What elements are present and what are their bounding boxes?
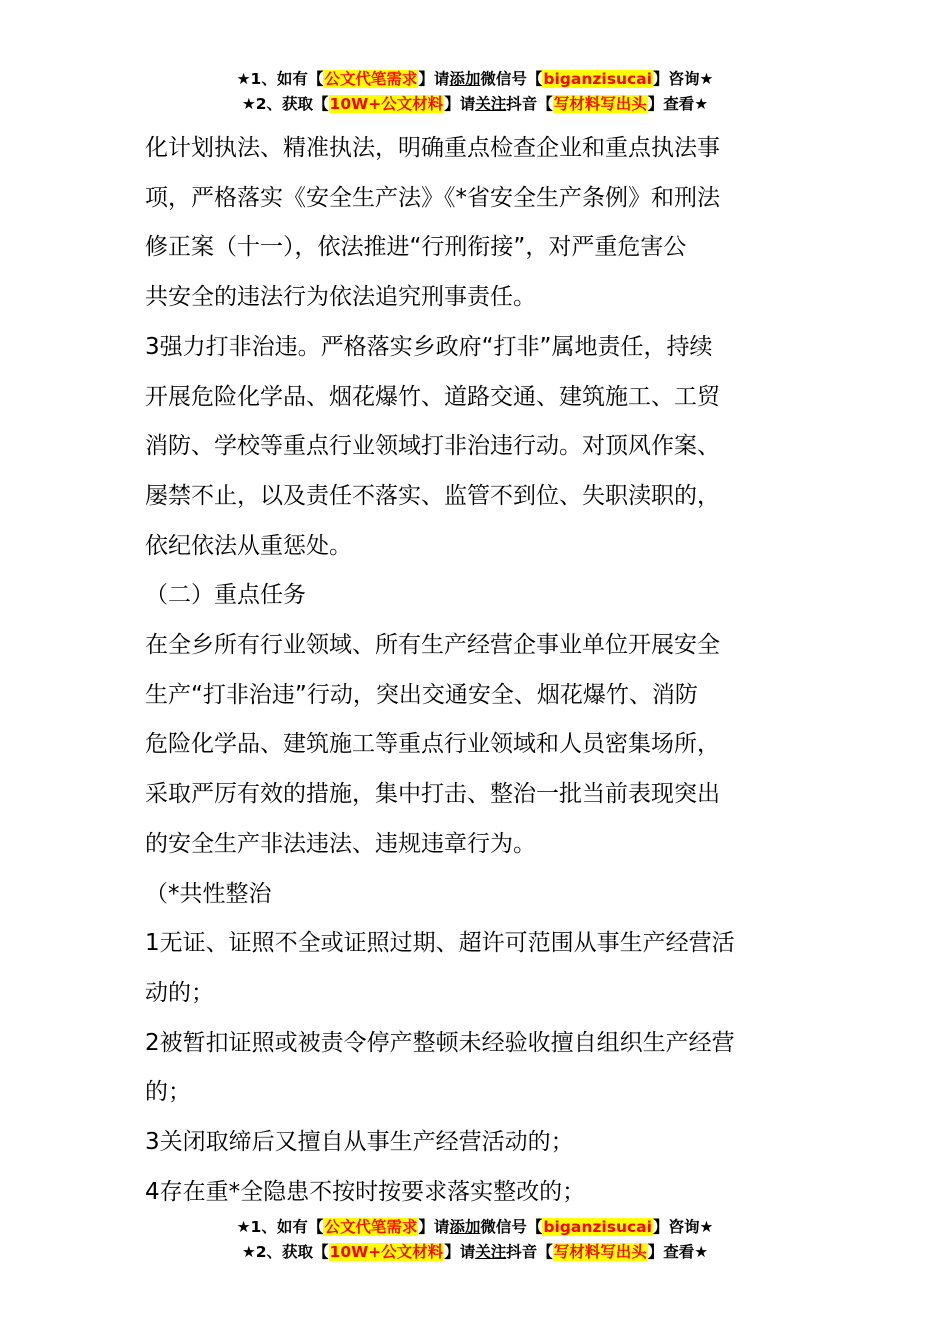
section-heading: （二）重点任务 [145,582,306,609]
list-item: 的； [145,1079,191,1106]
document-body [145,124,810,1217]
list-item: 动的； [145,979,214,1006]
banner-text: 】请 [418,70,450,88]
banner-underline: 关注 [475,1243,507,1261]
banner-underline: 添加 [449,70,481,88]
banner-text: ★2、获取【 [241,95,329,113]
list-item: 4存在重*全隐患不按时按要求落实整改的； [145,1178,586,1205]
body-line: 依纪依法从重惩处。 [145,532,352,559]
body-line: 化计划执法、精准执法，明确重点检查企业和重点执法事 [145,135,720,161]
body-line: 共安全的违法行为依法追究刑事责任。 [145,284,536,311]
banner-line-2 [0,92,950,117]
list-item: 3关闭取缔后又擅自从事生产经营活动的； [145,1129,574,1156]
banner-line-1 [0,67,950,92]
body-line: 生产“打非治违”行动，突出交通安全、烟花爆竹、消防 [145,681,698,708]
body-line: 在全乡所有行业领域、所有生产经营企事业单位开展安全 [145,632,720,659]
banner-text: 】咨询★ [652,70,714,88]
banner-highlight: 10W+公文材料 [329,1243,444,1261]
banner-underline: 关注 [475,95,507,113]
banner-text: 微信号【 [480,70,543,88]
banner-text: 抖音【 [506,95,553,113]
banner-underline: 添加 [449,1218,481,1236]
body-line: 3强力打非治违。严格落实乡政府“打非”属地责任，持续 [145,333,713,360]
body-line: 屡禁不止，以及责任不落实、监管不到位、失职渎职的， [145,482,720,509]
body-line: 消防、学校等重点行业领域打非治违行动。对顶风作案、 [145,433,720,460]
banner-highlight: 写材料写出头 [553,1243,647,1261]
banner-line-1 [0,1215,950,1240]
banner-highlight: 写材料写出头 [553,95,647,113]
list-item: 2被暂扣证照或被责令停产整顿未经验收擅自组织生产经营 [145,1029,735,1056]
body-line: 的安全生产非法违法、违规违章行为。 [145,830,536,857]
body-line: 危险化学品、建筑施工等重点行业领域和人员密集场所， [145,731,720,758]
banner-text: 微信号【 [480,1218,543,1236]
list-item: 1无证、证照不全或证照过期、超许可范围从事生产经营活 [145,930,735,957]
banner-highlight: 公文代笔需求 [324,1218,418,1236]
body-line: 开展危险化学品、烟花爆竹、道路交通、建筑施工、工贸 [145,383,720,410]
banner-highlight: 10W+公文材料 [329,95,444,113]
body-line: 修正案（十一），依法推进“行刑衔接”，对严重危害公 [145,234,687,261]
banner-highlight: 公文代笔需求 [324,70,418,88]
banner-text: ★1、如有【 [236,1218,324,1236]
banner-text: 】请 [444,1243,476,1261]
banner-text: 】查看★ [647,1243,709,1261]
body-line: 采取严厉有效的措施，集中打击、整治一批当前表现突出 [145,781,720,808]
banner-text: 】查看★ [647,95,709,113]
header-banner [0,67,950,117]
banner-text: 】咨询★ [652,1218,714,1236]
subsection-heading: （*共性整治 [145,880,272,907]
banner-text: ★1、如有【 [236,70,324,88]
footer-banner [0,1215,950,1265]
banner-highlight: biganzisucai [543,1218,652,1236]
banner-text: ★2、获取【 [241,1243,329,1261]
banner-text: 抖音【 [506,1243,553,1261]
banner-line-2 [0,1240,950,1265]
banner-highlight: biganzisucai [543,70,652,88]
body-line: 项，严格落实《安全生产法》《*省安全生产条例》和刑法 [145,184,720,211]
banner-text: 】请 [444,95,476,113]
banner-text: 】请 [418,1218,450,1236]
